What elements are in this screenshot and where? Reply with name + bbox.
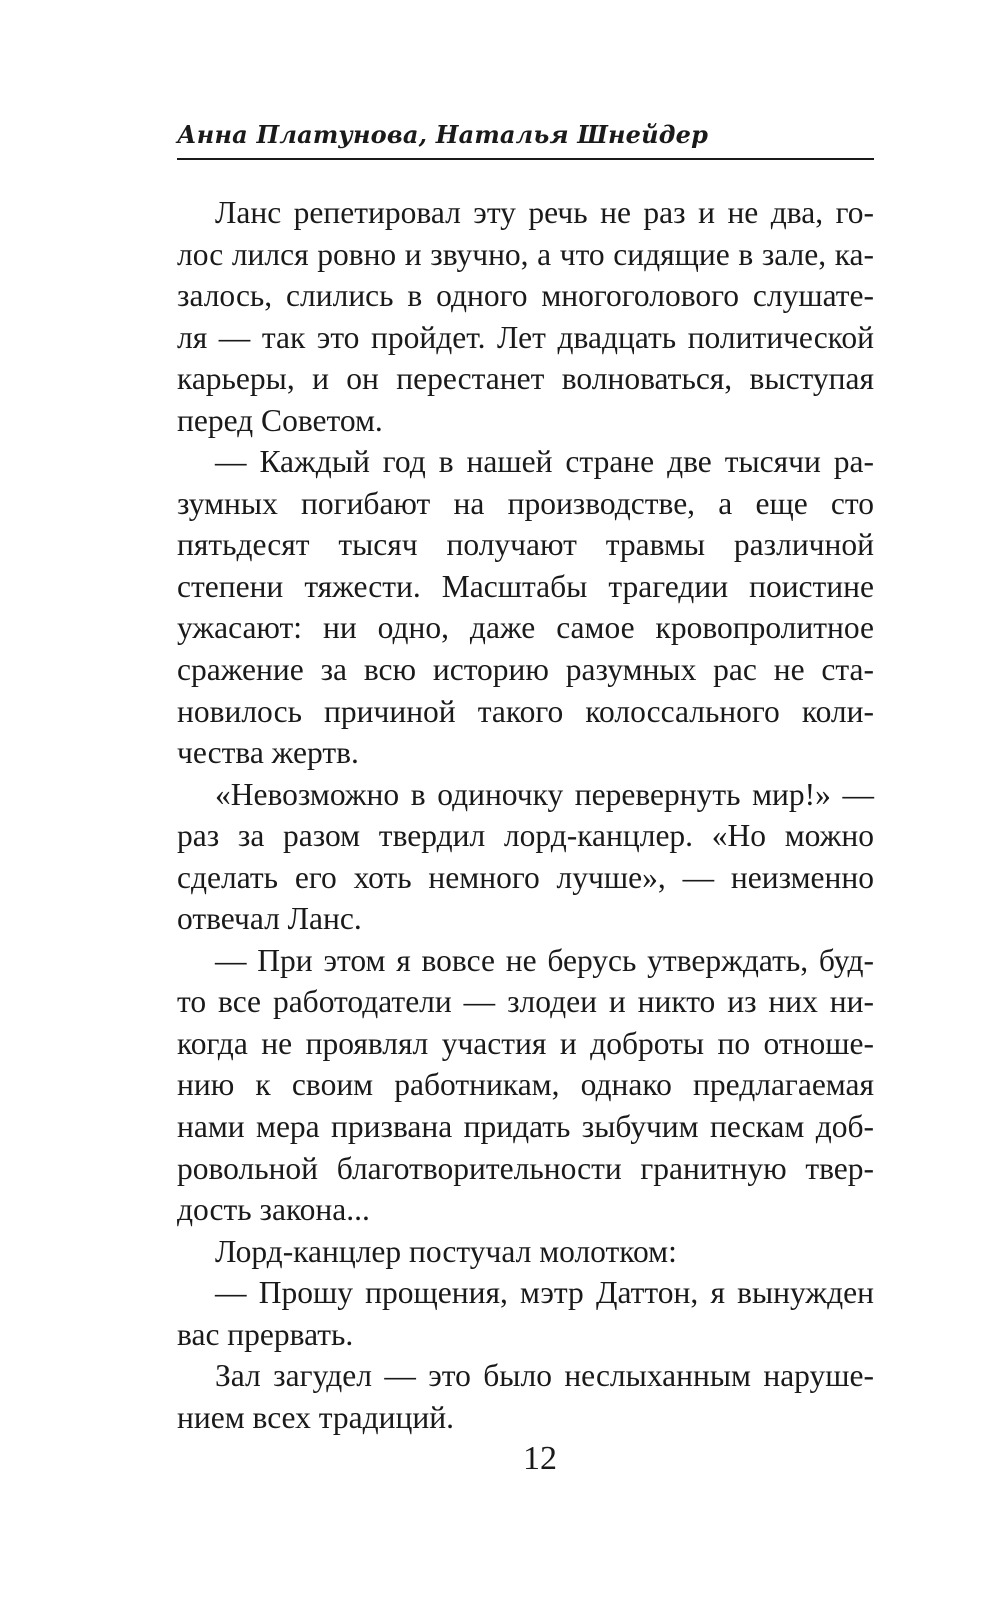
text-line: сражение за всю историю разумных рас не ста-: [177, 652, 874, 688]
text-line: ужасают: ни одно, даже самое кровопролитное: [177, 610, 874, 646]
page-number: 12: [523, 1440, 557, 1477]
text-line: нием всех традиций.: [177, 1399, 454, 1435]
text-line: Ланс репетировал эту речь не раз и не два, го-: [215, 195, 874, 230]
text-line: вас прервать.: [177, 1316, 354, 1352]
text-line: чества жертв.: [177, 735, 359, 771]
text-line: нию к своим работникам, однако предлагаемая: [177, 1067, 874, 1103]
text-line: отвечал Ланс.: [177, 901, 362, 937]
text-line: новилось причиной такого колоссального коли-: [177, 693, 874, 729]
text-line: сделать его хоть немного лучше», — неизменно: [177, 859, 874, 895]
text-line: ровольной благотворительности гранитную твер-: [177, 1150, 874, 1186]
text-line: раз за разом твердил лорд-канцлер. «Но можно: [177, 818, 874, 854]
text-line: нами мера призвана придать зыбучим пескам доб-: [177, 1109, 874, 1145]
text-line: зумных погибают на производстве, а еще сто: [177, 485, 874, 521]
text-line: залось, слились в одного многоголового слушате-: [177, 278, 874, 314]
text-line: то все работодатели — злодеи и никто из них ни-: [177, 984, 874, 1020]
body-text: [177, 192, 874, 1438]
running-head: Анна Платунова, Наталья Шнейдер: [177, 120, 709, 149]
text-line: Лорд-канцлер постучал молотком:: [215, 1233, 677, 1269]
text-line: — Каждый год в нашей стране две тысячи ра-: [215, 444, 874, 480]
text-line: пятьдесят тысяч получают травмы различной: [177, 527, 874, 563]
text-line: дость закона...: [177, 1192, 370, 1228]
text-line: — Прошу прощения, мэтр Даттон, я вынужден: [215, 1275, 874, 1311]
text-line: лос лился ровно и звучно, а что сидящие в зале, ка-: [177, 236, 874, 272]
text-line: карьеры, и он перестанет волноваться, выступая: [177, 361, 874, 397]
text-line: когда не проявлял участия и доброты по отноше-: [177, 1025, 874, 1061]
text-line: «Невозможно в одиночку перевернуть мир!» —: [215, 776, 874, 812]
text-line: ля — так это пройдет. Лет двадцать политической: [177, 319, 874, 355]
text-line: Зал загудел — это было неслыханным наруше-: [215, 1358, 874, 1394]
text-line: степени тяжести. Масштабы трагедии поистине: [177, 568, 874, 604]
text-line: — При этом я вовсе не берусь утверждать, буд-: [215, 942, 874, 978]
text-line: перед Советом.: [177, 402, 383, 438]
header-rule: [177, 158, 874, 160]
